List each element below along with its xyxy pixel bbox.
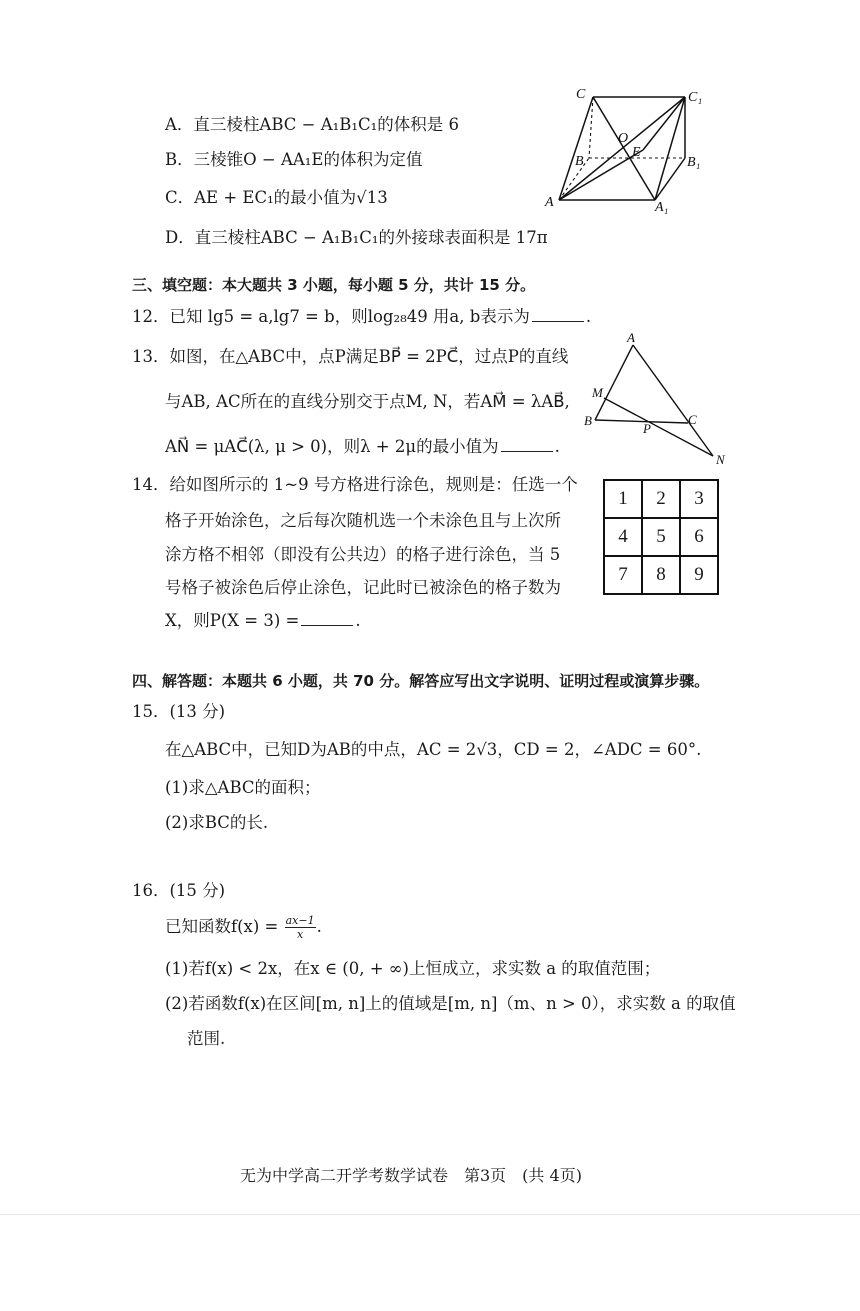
label-p: P — [643, 421, 651, 436]
fraction — [285, 914, 316, 941]
prism-figure — [535, 80, 715, 215]
question-14-line-5-text: X，则P(X = 3) = — [165, 611, 300, 630]
question-16-part-2-line-1: (2)若函数f(x)在区间[m, n]上的值域是[m, n]（m、n > 0），求实数 a 的取值 — [165, 994, 736, 1013]
q11-option-d: D．直三棱柱ABC − A₁B₁C₁的外接球表面积是 17π — [165, 228, 548, 247]
label-e: E — [632, 145, 641, 160]
question-13-period: . — [554, 437, 560, 456]
question-13-line-3 — [165, 433, 560, 457]
question-15-part-1: (1)求△ABC的面积； — [165, 778, 321, 797]
question-12-period: . — [585, 307, 592, 326]
question-14-line-3: 涂方格不相邻（即没有公共边）的格子进行涂色，当 5 — [165, 545, 561, 564]
grid-cell: 5 — [642, 518, 680, 556]
question-12-text: 12．已知 lg5 = a,lg7 = b，则log₂₈49 用a, b表示为 — [132, 307, 530, 326]
q11-option-a: A．直三棱柱ABC − A₁B₁C₁的体积是 6 — [165, 115, 459, 134]
label-m: M — [592, 385, 603, 400]
q11-option-b: B．三棱锥O − AA₁E的体积为定值 — [165, 150, 423, 169]
label-b: B — [575, 154, 584, 169]
section-3-title: 三、填空题：本大题共 3 小题，每小题 5 分，共计 15 分。 — [132, 276, 536, 294]
label-c1: C₁ — [688, 90, 703, 105]
question-16-header: 16．(15 分) — [132, 881, 226, 900]
section-4-title: 四、解答题：本题共 6 小题，共 70 分。解答应写出文字说明、证明过程或演算步骤。 — [132, 672, 710, 690]
answer-blank — [301, 624, 353, 626]
label-a: A — [627, 330, 635, 345]
grid-cell: 8 — [642, 556, 680, 594]
answer-blank — [501, 450, 553, 452]
fraction-denominator: x — [296, 928, 304, 941]
label-c: C — [576, 87, 586, 102]
label-b: B — [584, 413, 592, 428]
q11-option-c: C．AE + EC₁的最小值为√13 — [165, 188, 388, 207]
label-c: C — [688, 412, 697, 427]
question-14-line-1: 14．给如图所示的 1~9 号方格进行涂色，规则是：任选一个 — [132, 475, 578, 494]
question-14-line-4: 号格子被涂色后停止涂色，记此时已被涂色的格子数为 — [165, 578, 561, 597]
label-b1: B₁ — [687, 155, 701, 170]
numbered-grid — [603, 479, 719, 595]
grid-cell: 2 — [642, 480, 680, 518]
question-15-stem: 在△ABC中，已知D为AB的中点，AC = 2√3，CD = 2，∠ADC = 60°. — [165, 740, 702, 759]
grid-cell: 3 — [680, 480, 718, 518]
question-14-line-5 — [165, 607, 361, 631]
question-13-line-1: 13．如图，在△ABC中，点P满足BP⃗ = 2PC⃗，过点P的直线 — [132, 347, 569, 366]
question-15-part-2: (2)求BC的长. — [165, 813, 269, 832]
question-12 — [132, 303, 591, 327]
label-a: A — [545, 195, 554, 210]
grid-cell: 1 — [604, 480, 642, 518]
label-o: O — [618, 131, 629, 146]
question-13-line-2: 与AB, AC所在的直线分别交于点M, N，若AM⃗ = λAB⃗, — [165, 392, 570, 411]
grid-cell: 4 — [604, 518, 642, 556]
page-footer: 无为中学高二开学考数学试卷 第3页 (共 4页) — [240, 1166, 582, 1185]
question-16-part-2-line-2: 范围. — [187, 1029, 226, 1048]
fraction-numerator: ax−1 — [285, 914, 315, 927]
page-divider — [0, 1214, 860, 1215]
question-13-line-3-text: AN⃗ = μAC⃗(λ, μ > 0)，则λ + 2μ的最小值为 — [165, 437, 499, 456]
label-a1: A₁ — [655, 200, 669, 215]
question-16-stem-suffix: . — [316, 917, 322, 936]
question-15-header: 15．(13 分) — [132, 702, 226, 721]
question-14-line-2: 格子开始涂色，之后每次随机选一个未涂色且与上次所 — [165, 511, 561, 530]
answer-blank — [532, 320, 584, 322]
triangle-figure — [580, 330, 730, 470]
question-16-stem — [165, 913, 322, 941]
grid-cell: 9 — [680, 556, 718, 594]
question-16-part-1: (1)若f(x) < 2x，在x ∈ (0, + ∞)上恒成立，求实数 a 的取值范围； — [165, 959, 661, 978]
grid-cell: 6 — [680, 518, 718, 556]
question-14-period: . — [355, 611, 361, 630]
question-16-stem-prefix: 已知函数f(x) = — [165, 917, 279, 936]
grid-cell: 7 — [604, 556, 642, 594]
label-n: N — [716, 452, 725, 467]
